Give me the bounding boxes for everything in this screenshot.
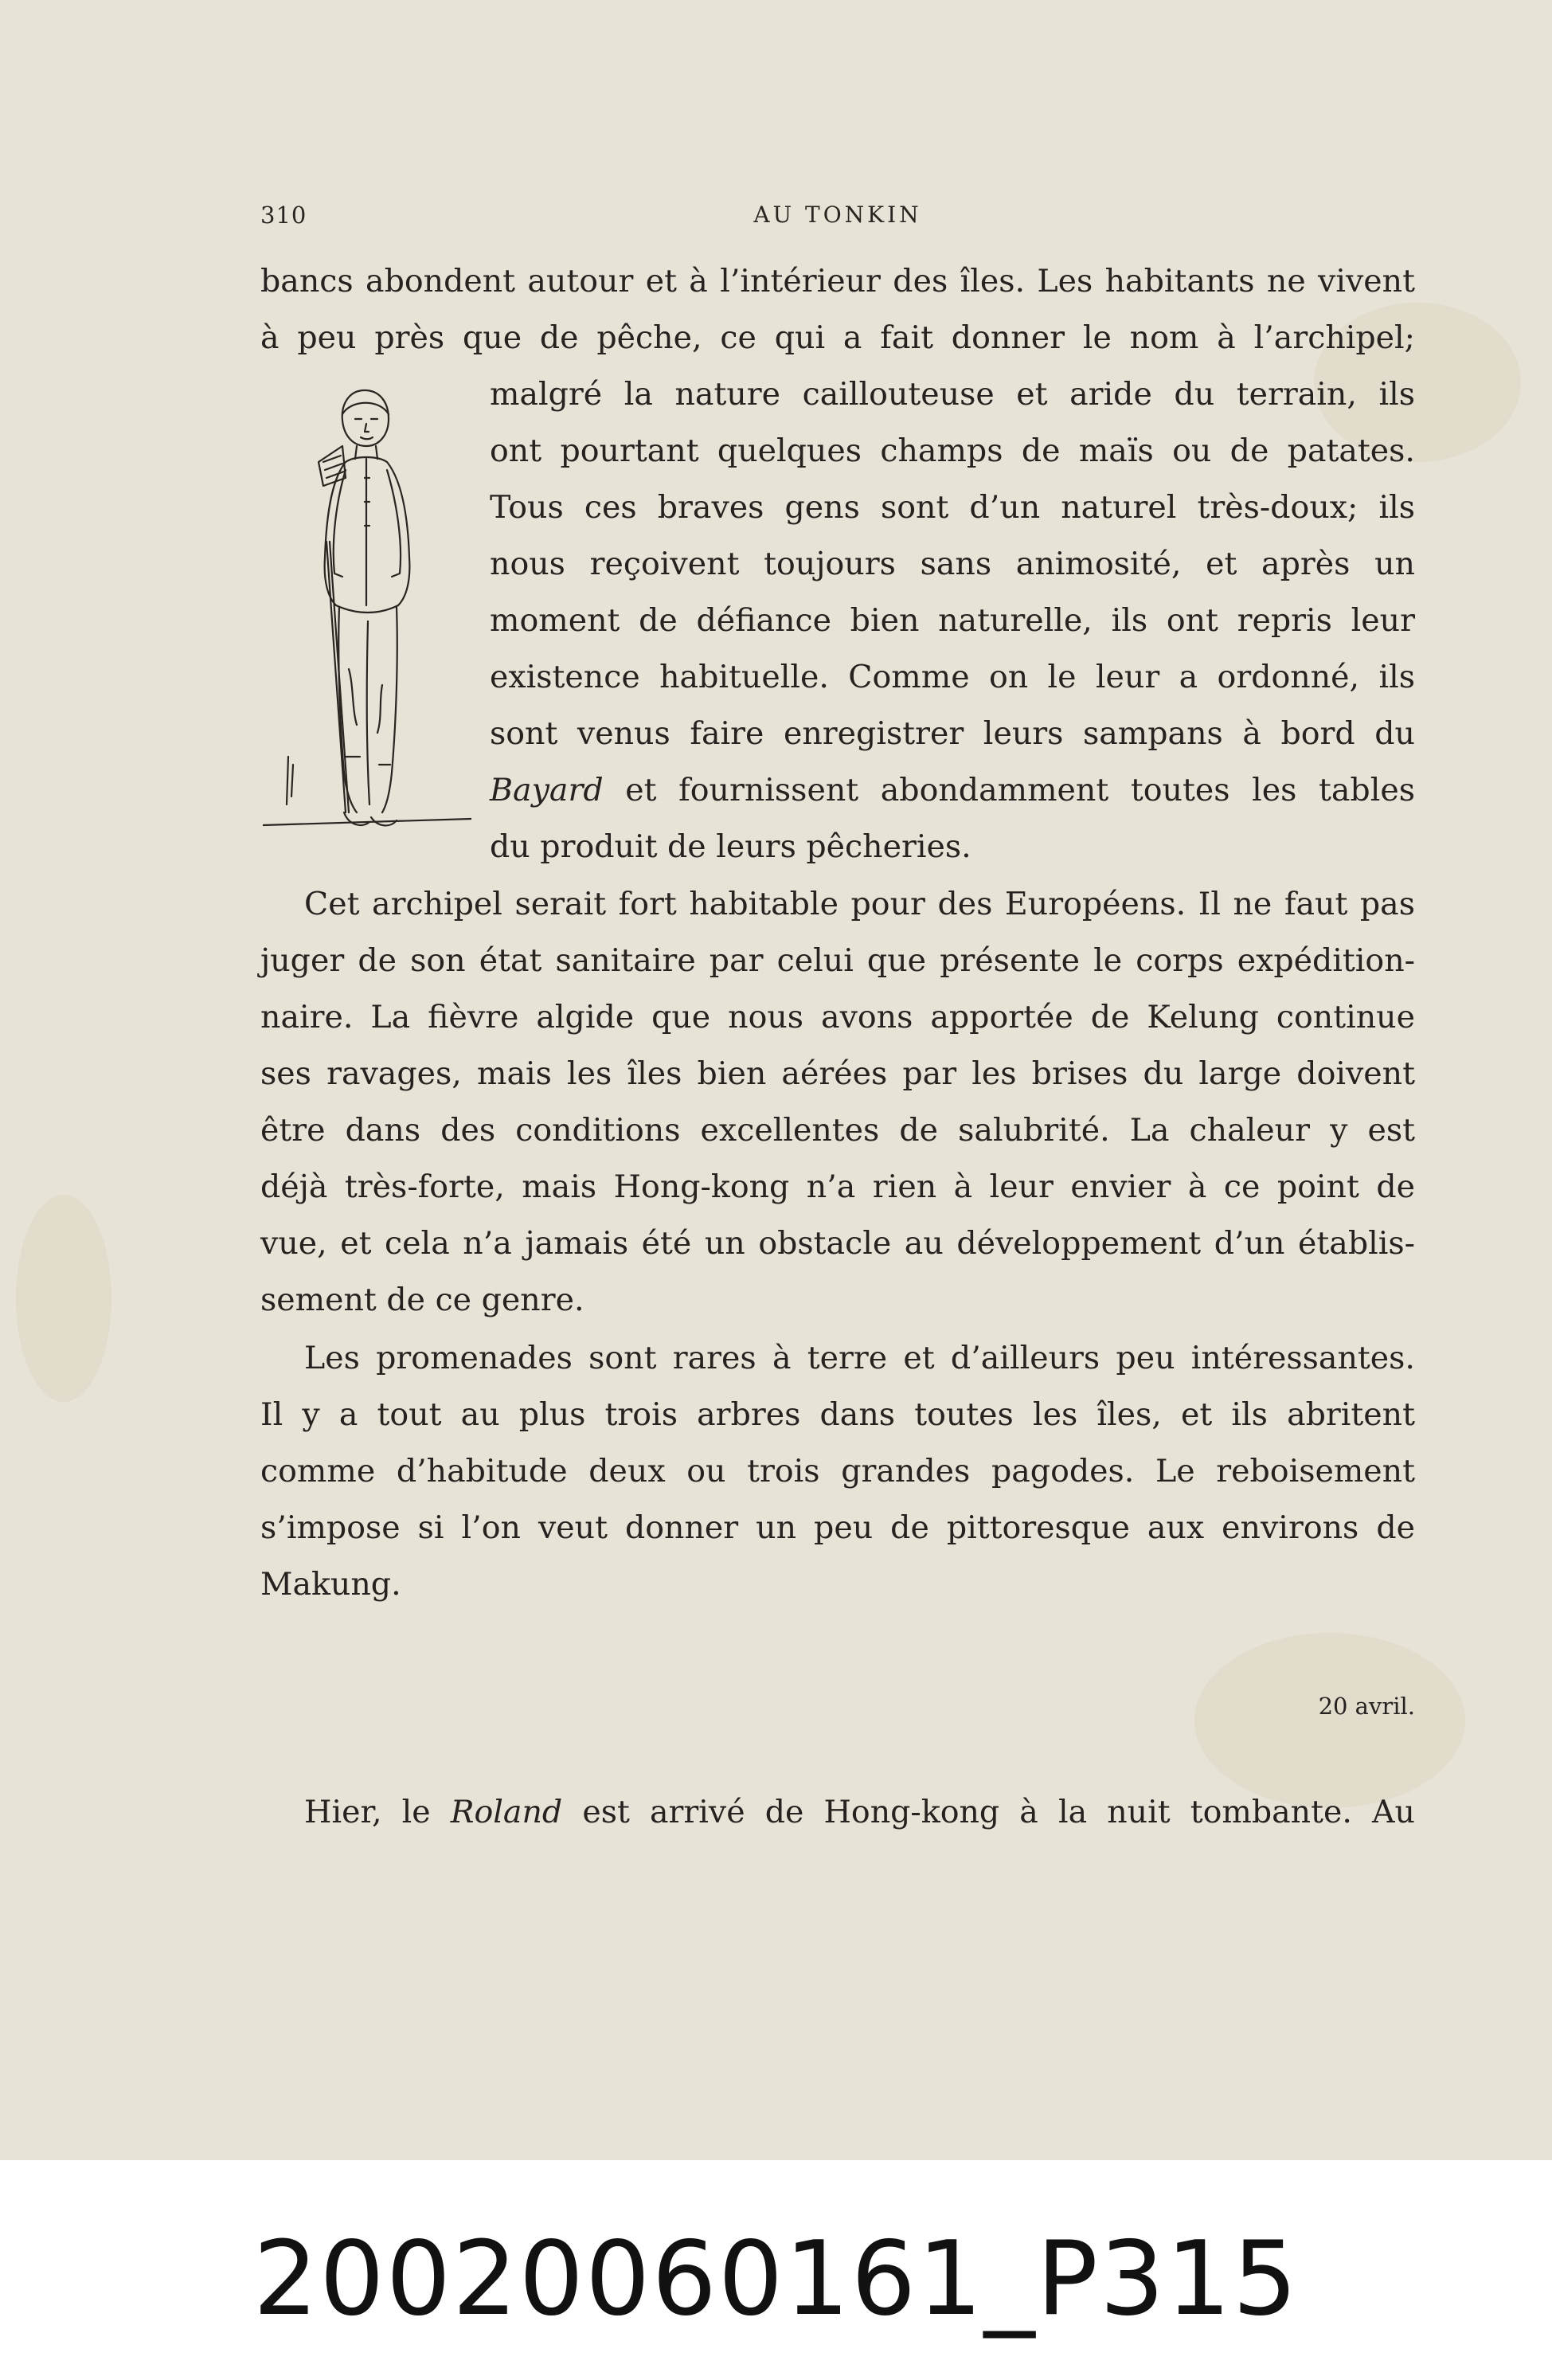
text-line: être dans des conditions excellentes de salubrité. La chaleur y est [260, 1112, 1415, 1149]
text-line: nous reçoivent toujours sans animosité, et après un [490, 546, 1415, 582]
text-line: sont venus faire enregistrer leurs sampans à bord du [490, 715, 1415, 752]
entry-date: 20 avril. [1318, 1693, 1415, 1720]
text-line [260, 1784, 1415, 1841]
ship-name-roland: Roland [450, 1794, 563, 1830]
text-line: bancs abondent autour et à l’intérieur des îles. Les habitants ne vivent [260, 263, 1415, 299]
text-line: existence habituelle. Comme on le leur a ordonné, ils [490, 659, 1415, 695]
running-title: AU TONKIN [753, 202, 922, 228]
text-line [490, 762, 1415, 819]
text-line: sement de ce genre. [260, 1282, 584, 1318]
text-line: Tous ces braves gens sont d’un naturel très-doux; ils [490, 489, 1415, 526]
text-line: Les promenades sont rares à terre et d’ailleurs peu intéressantes. [304, 1340, 1415, 1376]
text-line: Makung. [260, 1566, 401, 1603]
page-number: 310 [260, 202, 307, 229]
text-line: du produit de leurs pêcheries. [490, 828, 971, 865]
text-line: à peu près que de pêche, ce qui a fait donner le nom à l’archipel; [260, 319, 1415, 356]
archive-caption-bar [0, 2160, 1552, 2380]
standing-boy-illustration [263, 382, 471, 852]
text-line: moment de défiance bien naturelle, ils ont repris leur [490, 602, 1415, 639]
text-line: vue, et cela n’a jamais été un obstacle au développement d’un établis- [260, 1225, 1415, 1262]
paper-stain [16, 1195, 111, 1402]
text-line: malgré la nature caillouteuse et aride du terrain, ils [490, 376, 1415, 413]
paper-stain [1194, 1633, 1465, 1808]
paragraph-2 [260, 876, 1415, 1329]
text-fragment: Hier, le [304, 1794, 431, 1830]
text-line: naire. La fièvre algide que nous avons apportée de Kelung continue [260, 999, 1415, 1035]
text-fragment: et fournissent abondamment toutes les tables [625, 772, 1415, 808]
text-line: juger de son état sanitaire par celui que présente le corps expédition- [260, 942, 1415, 979]
paragraph-4 [260, 1784, 1415, 1841]
text-line: ses ravages, mais les îles bien aérées par les brises du large doivent [260, 1055, 1415, 1092]
archive-id: 20020060161_P315 [252, 2220, 1300, 2339]
text-line: déjà très-forte, mais Hong-kong n’a rien à leur envier à ce point de [260, 1168, 1415, 1205]
text-line: s’impose si l’on veut donner un peu de pittoresque aux environs de [260, 1509, 1415, 1546]
text-line: comme d’habitude deux ou trois grandes pagodes. Le reboisement [260, 1453, 1415, 1489]
text-line: Il y a tout au plus trois arbres dans toutes les îles, et ils abritent [260, 1396, 1415, 1433]
page-header [260, 202, 1415, 233]
text-line: Cet archipel serait fort habitable pour des Européens. Il ne faut pas [304, 886, 1415, 922]
text-line: ont pourtant quelques champs de maïs ou de patates. [490, 433, 1415, 469]
paragraph-3 [260, 1330, 1415, 1613]
ship-name-bayard: Bayard [490, 772, 604, 808]
text-fragment: est arrivé de Hong-kong à la nuit tombante. Au [582, 1794, 1415, 1830]
